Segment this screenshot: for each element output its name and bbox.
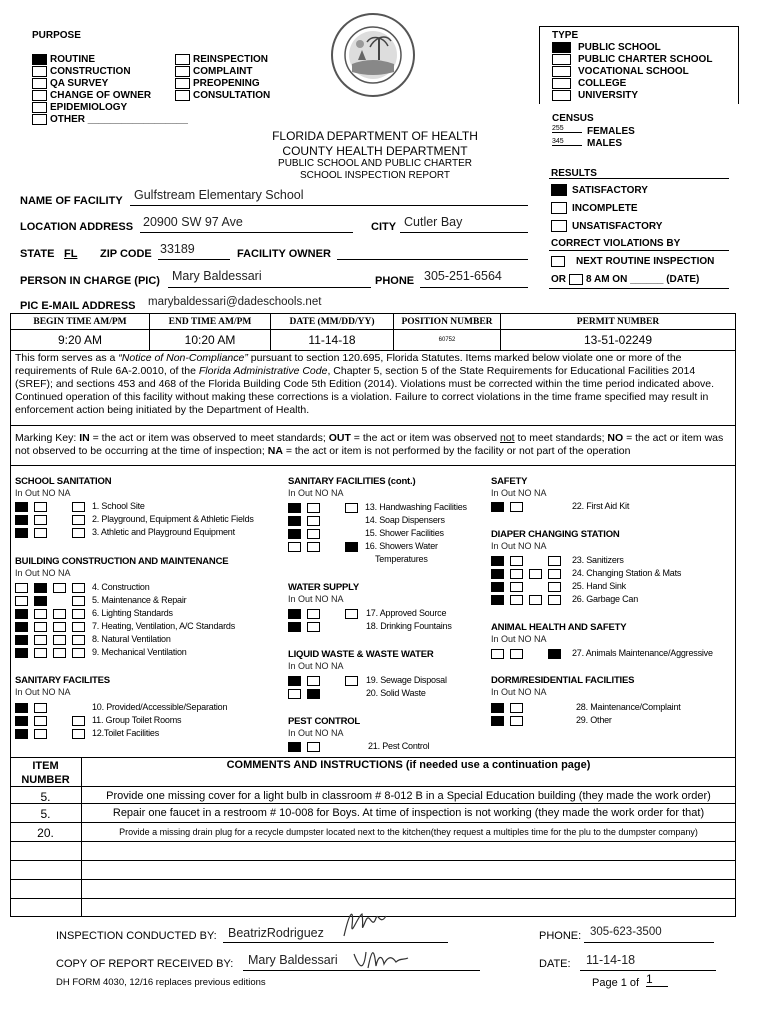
building-item-9-mark-0[interactable] — [15, 648, 28, 658]
water-item-17-marks — [288, 609, 358, 619]
sanitary-item-10-mark-1[interactable] — [34, 703, 47, 713]
building-item-6-label: 6. Lighting Standards — [92, 608, 173, 618]
next-routine-checkbox[interactable] — [551, 256, 565, 267]
diaper-item-25-marks — [491, 582, 561, 592]
recipient-signature-icon — [352, 946, 412, 972]
comment-item-number: 20. — [37, 826, 54, 840]
county-name: COUNTY HEALTH DEPARTMENT — [282, 144, 468, 158]
animal-item-27-mark-0[interactable] — [491, 649, 504, 659]
building-item-4-marks — [15, 583, 85, 593]
school-item-3-mark-1[interactable] — [34, 528, 47, 538]
dorm-item-28-label: 28. Maintenance/Complaint — [576, 702, 681, 712]
building-item-9-label: 9. Mechanical Ventilation — [92, 647, 187, 657]
sanitary-cont-item-14-label: 14. Soap Dispensers — [365, 515, 445, 525]
sanitary-cont-item-14-mark-1[interactable] — [307, 516, 320, 526]
building-item-9-mark-1[interactable] — [34, 648, 47, 658]
building-item-6-mark-1[interactable] — [34, 609, 47, 619]
liquid-legend: In Out NO NA — [288, 661, 344, 671]
pest-item-21-marks — [288, 742, 358, 752]
type-0-option[interactable]: PUBLIC SCHOOL — [552, 42, 661, 53]
diaper-item-24-mark-0[interactable] — [491, 569, 504, 579]
purpose-0-option[interactable]: ROUTINE — [32, 54, 95, 65]
building-item-8-mark-0[interactable] — [15, 635, 28, 645]
date-value[interactable]: 11-14-18 — [271, 330, 394, 351]
page-label: Page 1 of — [592, 977, 640, 989]
diaper-item-24-mark-2[interactable] — [529, 569, 542, 579]
comment-text: Provide one missing cover for a light bulb in classroom # 8-012 B in a Special Education building (they made the work order) — [106, 790, 711, 802]
safety-legend: In Out NO NA — [491, 488, 547, 498]
sanitary-cont-item-13-mark-1[interactable] — [307, 503, 320, 513]
liquid-item-19-mark-3[interactable] — [345, 676, 358, 686]
animal-item-27-label: 27. Animals Maintenance/Aggressive — [572, 648, 713, 658]
purpose-r3-checkbox[interactable] — [175, 90, 190, 101]
result-2-option[interactable]: UNSATISFACTORY — [551, 220, 662, 232]
page-total: 1 — [646, 972, 668, 987]
type-3-option[interactable]: COLLEGE — [552, 78, 626, 89]
comments-table — [10, 757, 736, 917]
school-item-3-label: 3. Athletic and Playground Equipment — [92, 527, 235, 537]
building-item-6-mark-3[interactable] — [72, 609, 85, 619]
purpose-0-checkbox[interactable] — [32, 54, 47, 65]
pest-legend: In Out NO NA — [288, 728, 344, 738]
school-sanitation-section-title: SCHOOL SANITATION — [15, 476, 112, 487]
school-sanitation-legend: In Out NO NA — [15, 488, 71, 498]
building-item-5-label: 5. Maintenance & Repair — [92, 595, 187, 605]
date-value-footer[interactable]: 11-14-18 — [586, 953, 636, 967]
building-item-7-mark-1[interactable] — [34, 622, 47, 632]
inspector-phone-value[interactable]: 305-623-3500 — [590, 926, 662, 938]
safety-item-22-label: 22. First Aid Kit — [572, 501, 630, 511]
water-legend: In Out NO NA — [288, 594, 344, 604]
water-item-17-mark-1[interactable] — [307, 609, 320, 619]
sanitary-cont-item-14-marks — [288, 516, 358, 526]
building-item-9-mark-3[interactable] — [72, 648, 85, 658]
sanitary-cont-section-title: SANITARY FACILITIES (cont.) — [288, 476, 416, 487]
school-item-3-mark-0[interactable] — [15, 528, 28, 538]
sanitary-item-11-mark-0[interactable] — [15, 716, 28, 726]
liquid-item-19-mark-1[interactable] — [307, 676, 320, 686]
census-females-label: FEMALES — [587, 126, 635, 137]
safety-section-title: SAFETY — [491, 476, 528, 487]
pest-item-21-label: 21. Pest Control — [368, 741, 430, 751]
building-item-7-mark-2[interactable] — [53, 622, 66, 632]
type-1-option[interactable]: PUBLIC CHARTER SCHOOL — [552, 54, 712, 65]
animal-item-27-mark-1[interactable] — [510, 649, 523, 659]
purpose-1-option[interactable]: CONSTRUCTION — [32, 66, 131, 77]
sanitary-cont-item-13-marks — [288, 503, 358, 513]
building-section-title: BUILDING CONSTRUCTION AND MAINTENANCE — [15, 556, 229, 567]
diaper-item-26-marks — [491, 595, 561, 605]
dorm-item-28-marks — [491, 703, 561, 713]
purpose-r2-option[interactable]: PREOPENING — [175, 78, 260, 89]
diaper-item-26-label: 26. Garbage Can — [572, 594, 639, 604]
begin-time-header: BEGIN TIME AM/PM — [11, 314, 150, 330]
liquid-item-20-mark-1[interactable] — [307, 689, 320, 699]
facility-owner-label: FACILITY OWNER — [237, 248, 331, 260]
sanitary-cont-item-16-label: 16. Showers Water — [365, 541, 438, 551]
safety-item-22-mark-0[interactable] — [491, 502, 504, 512]
result-0-checkbox[interactable] — [551, 184, 567, 196]
school-item-1-marks — [15, 502, 85, 512]
inspection-time-table — [10, 313, 736, 351]
pic-email-value[interactable]: marybaldessari@dadeschools.net — [148, 296, 322, 308]
item-number-header-1: ITEM — [32, 760, 59, 772]
building-item-8-mark-1[interactable] — [34, 635, 47, 645]
building-item-5-mark-3[interactable] — [72, 596, 85, 606]
sanitary-item-10-marks — [15, 703, 85, 713]
census-males-label: MALES — [587, 138, 622, 149]
sanitary-section-title: SANITARY FACILITES — [15, 675, 110, 686]
facility-name-label: NAME OF FACILITY — [20, 195, 123, 207]
sanitary-cont-item-16-mark-1[interactable] — [307, 542, 320, 552]
school-item-2-label: 2. Playground, Equipment & Athletic Fields — [92, 514, 254, 524]
permit-number-header: PERMIT NUMBER — [501, 314, 736, 330]
correct-by-label: CORRECT VIOLATIONS BY — [551, 238, 681, 249]
dorm-section-title: DORM/RESIDENTIAL FACILITIES — [491, 675, 635, 686]
date-label: DATE: — [539, 958, 571, 970]
sanitary-cont-item-13-mark-0[interactable] — [288, 503, 301, 513]
dorm-item-29-mark-0[interactable] — [491, 716, 504, 726]
school-item-3-mark-3[interactable] — [72, 528, 85, 538]
school-item-1-mark-3[interactable] — [72, 502, 85, 512]
dorm-item-29-label: 29. Other — [576, 715, 612, 725]
purpose-r1-checkbox[interactable] — [175, 66, 190, 77]
sanitary-item-12-mark-3[interactable] — [72, 729, 85, 739]
diaper-item-25-label: 25. Hand Sink — [572, 581, 626, 591]
purpose-title: PURPOSE — [32, 30, 81, 41]
diaper-item-24-mark-1[interactable] — [510, 569, 523, 579]
notice-paragraph: This form serves as a “Notice of Non-Compliance” pursuant to section 120.695, Florida Statutes. Items marked below violate one or more of the requirements of Rule 6A-2.0010, of the Florida Administrative Code, Chapter 5, section 5 of the State Requirements for Educational Facilities 2014 (SREF); and sections 453 and 468 of the Florida Building Code 5th Edition (2014). Violations must be corrected within the time period indicated above. Continued operation of this facility without making these corrections is a violation. Failure to correct violations in the time frame specified may result in enforcement action being initiated by the Department of Health. — [15, 352, 715, 416]
purpose-3-option[interactable]: CHANGE OF OWNER — [32, 90, 151, 101]
liquid-item-20-marks — [288, 689, 358, 699]
animal-item-27-marks — [491, 649, 561, 659]
diaper-item-23-label: 23. Sanitizers — [572, 555, 624, 565]
comment-item-number: 5. — [40, 807, 51, 821]
building-item-7-label: 7. Heating, Ventilation, A/C Standards — [92, 621, 235, 631]
type-4-checkbox[interactable] — [552, 90, 571, 101]
dorm-item-28-mark-0[interactable] — [491, 703, 504, 713]
comment-text: Provide a missing drain plug for a recycle dumpster located next to the kitchen(they request a multiples time for the plu to the dumpster company) — [119, 827, 698, 837]
purpose-r0-checkbox[interactable] — [175, 54, 190, 65]
school-item-3-marks — [15, 528, 85, 538]
animal-section-title: ANIMAL HEALTH AND SAFETY — [491, 622, 627, 633]
purpose-3-checkbox[interactable] — [32, 90, 47, 101]
sanitary-item-12-mark-1[interactable] — [34, 729, 47, 739]
building-item-8-mark-2[interactable] — [53, 635, 66, 645]
inspector-name[interactable]: BeatrizRodriguez — [228, 926, 324, 940]
diaper-item-23-marks — [491, 556, 561, 566]
type-2-checkbox[interactable] — [552, 66, 571, 77]
sanitary-cont-item-13-mark-3[interactable] — [345, 503, 358, 513]
type-0-checkbox[interactable] — [552, 42, 571, 53]
comment-text: Repair one faucet in a restroom # 10-008 for Boys. At time of inspection is not working (they made the work order for that) — [112, 807, 705, 819]
purpose-5-option[interactable]: OTHER __________________ — [32, 114, 188, 125]
marking-key: Marking Key: IN = the act or item was observed to meet standards; OUT = the act or item was observed not to meet standards; NO = the act or item was not observed to be occurring at the time of inspection; NA = the act or item is not performed by the facility or not part of the operation — [15, 432, 724, 457]
school-item-2-mark-1[interactable] — [34, 515, 47, 525]
sanitary-legend: In Out NO NA — [15, 687, 71, 697]
building-item-5-mark-0[interactable] — [15, 596, 28, 606]
sanitary-cont-item-16-mark-0[interactable] — [288, 542, 301, 552]
safety-item-22-marks — [491, 502, 561, 512]
result-0-option[interactable]: SATISFACTORY — [551, 184, 648, 196]
building-legend: In Out NO NA — [15, 568, 71, 578]
animal-item-27-mark-3[interactable] — [548, 649, 561, 659]
diaper-item-23-mark-1[interactable] — [510, 556, 523, 566]
building-item-6-mark-2[interactable] — [53, 609, 66, 619]
building-item-4-mark-1[interactable] — [34, 583, 47, 593]
building-item-4-mark-2[interactable] — [53, 583, 66, 593]
purpose-r1-option[interactable]: COMPLAINT — [175, 66, 252, 77]
received-by-name[interactable]: Mary Baldessari — [248, 953, 338, 967]
building-item-4-mark-3[interactable] — [72, 583, 85, 593]
deadline-checkbox[interactable] — [569, 274, 583, 285]
sanitary-cont-item-16-cont: Temperatures — [375, 554, 428, 564]
type-4-option[interactable]: UNIVERSITY — [552, 90, 638, 101]
water-item-17-label: 17. Approved Source — [366, 608, 447, 618]
begin-time-value[interactable]: 9:20 AM — [11, 330, 150, 351]
diaper-item-26-mark-1[interactable] — [510, 595, 523, 605]
sanitary-item-12-label: 12.Toilet Facilities — [92, 728, 160, 738]
sanitary-cont-item-15-label: 15. Shower Facilities — [365, 528, 444, 538]
school-item-2-mark-3[interactable] — [72, 515, 85, 525]
building-item-6-marks — [15, 609, 85, 619]
result-1-checkbox[interactable] — [551, 202, 567, 214]
position-number-value[interactable]: 60752 — [394, 330, 501, 351]
diaper-item-24-label: 24. Changing Station & Mats — [572, 568, 682, 578]
dorm-item-28-mark-1[interactable] — [510, 703, 523, 713]
school-item-1-label: 1. School Site — [92, 501, 145, 511]
inspector-label: INSPECTION CONDUCTED BY: — [56, 930, 217, 942]
city-label: CITY — [371, 221, 397, 233]
diaper-item-24-marks — [491, 569, 561, 579]
deadline-option[interactable]: OR 8 AM ON ______ (DATE) — [551, 274, 700, 285]
pest-section-title: PEST CONTROL — [288, 716, 361, 727]
dorm-item-29-marks — [491, 716, 561, 726]
sanitary-item-11-label: 11. Group Toilet Rooms — [92, 715, 182, 725]
sanitary-cont-item-13-label: 13. Handwashing Facilities — [365, 502, 467, 512]
type-2-option[interactable]: VOCATIONAL SCHOOL — [552, 66, 689, 77]
type-title: TYPE — [552, 30, 579, 41]
water-section-title: WATER SUPPLY — [288, 582, 359, 593]
census-females-value: 255 — [552, 125, 582, 133]
diaper-item-25-mark-0[interactable] — [491, 582, 504, 592]
zip-code-label: ZIP CODE — [100, 248, 152, 260]
school-item-1-mark-0[interactable] — [15, 502, 28, 512]
comment-item-number: 5. — [40, 790, 51, 804]
date-header: DATE (MM/DD/YY) — [271, 314, 394, 330]
sanitary-item-11-mark-3[interactable] — [72, 716, 85, 726]
report-subtitle-1: PUBLIC SCHOOL AND PUBLIC CHARTER — [278, 158, 472, 169]
building-item-8-mark-3[interactable] — [72, 635, 85, 645]
facility-name-value[interactable]: Gulfstream Elementary School — [134, 188, 304, 202]
building-item-7-mark-0[interactable] — [15, 622, 28, 632]
purpose-2-checkbox[interactable] — [32, 78, 47, 89]
diaper-legend: In Out NO NA — [491, 541, 547, 551]
sanitary-item-11-mark-1[interactable] — [34, 716, 47, 726]
end-time-header: END TIME AM/PM — [150, 314, 271, 330]
pic-value[interactable]: Mary Baldessari — [172, 269, 262, 283]
comments-header: COMMENTS AND INSTRUCTIONS (if needed use a continuation page) — [226, 759, 591, 771]
pest-item-21-mark-1[interactable] — [307, 742, 320, 752]
water-item-18-label: 18. Drinking Fountains — [366, 621, 452, 631]
inspector-signature-icon — [340, 906, 390, 942]
sanitary-cont-item-16-marks — [288, 542, 358, 552]
permit-number-value[interactable]: 13-51-02249 — [501, 330, 736, 351]
building-item-6-mark-0[interactable] — [15, 609, 28, 619]
building-item-7-mark-3[interactable] — [72, 622, 85, 632]
building-item-5-marks — [15, 596, 85, 606]
building-item-8-label: 8. Natural Ventilation — [92, 634, 171, 644]
sanitary-item-12-mark-0[interactable] — [15, 729, 28, 739]
position-number-header: POSITION NUMBER — [394, 314, 501, 330]
sanitary-cont-legend: In Out NO NA — [288, 488, 344, 498]
census-title: CENSUS — [552, 113, 594, 124]
purpose-4-option[interactable]: EPIDEMIOLOGY — [32, 102, 127, 113]
diaper-section-title: DIAPER CHANGING STATION — [491, 529, 620, 540]
result-2-checkbox[interactable] — [551, 220, 567, 232]
purpose-4-checkbox[interactable] — [32, 102, 47, 113]
liquid-item-20-label: 20. Solid Waste — [366, 688, 426, 698]
pest-item-21-mark-0[interactable] — [288, 742, 301, 752]
inspector-phone-label: PHONE: — [539, 930, 582, 942]
sanitary-cont-item-15-marks — [288, 529, 358, 539]
end-time-value[interactable]: 10:20 AM — [150, 330, 271, 351]
building-item-5-mark-1[interactable] — [34, 596, 47, 606]
purpose-r0-option[interactable]: REINSPECTION — [175, 54, 268, 65]
item-number-header-2: NUMBER — [21, 774, 70, 786]
liquid-item-20-mark-0[interactable] — [288, 689, 301, 699]
sanitary-cont-item-15-mark-1[interactable] — [307, 529, 320, 539]
agency-name: FLORIDA DEPARTMENT OF HEALTH — [272, 129, 478, 143]
purpose-1-checkbox[interactable] — [32, 66, 47, 77]
diaper-item-26-mark-2[interactable] — [529, 595, 542, 605]
building-item-7-marks — [15, 622, 85, 632]
liquid-item-19-label: 19. Sewage Disposal — [366, 675, 447, 685]
water-item-18-marks — [288, 622, 358, 632]
sanitary-item-10-label: 10. Provided/Accessible/Separation — [92, 702, 228, 712]
pic-label: PERSON IN CHARGE (PIC) — [20, 275, 160, 287]
sanitary-item-11-marks — [15, 716, 85, 726]
liquid-section-title: LIQUID WASTE & WASTE WATER — [288, 649, 434, 660]
sanitary-item-12-marks — [15, 729, 85, 739]
building-item-4-label: 4. Construction — [92, 582, 150, 592]
building-item-8-marks — [15, 635, 85, 645]
pic-email-label: PIC E-MAIL ADDRESS — [20, 300, 136, 312]
diaper-item-24-mark-3[interactable] — [548, 569, 561, 579]
state-label: STATE — [20, 248, 55, 260]
sanitary-cont-item-14-mark-0[interactable] — [288, 516, 301, 526]
report-subtitle-2: SCHOOL INSPECTION REPORT — [299, 170, 451, 181]
census-males-value: 345 — [552, 138, 582, 146]
type-3-checkbox[interactable] — [552, 78, 571, 89]
dorm-legend: In Out NO NA — [491, 687, 547, 697]
school-item-1-mark-1[interactable] — [34, 502, 47, 512]
state-value[interactable]: FL — [64, 248, 78, 260]
school-item-2-mark-0[interactable] — [15, 515, 28, 525]
liquid-item-19-mark-0[interactable] — [288, 676, 301, 686]
diaper-item-25-mark-3[interactable] — [548, 582, 561, 592]
liquid-item-19-marks — [288, 676, 358, 686]
location-address-label: LOCATION ADDRESS — [20, 221, 134, 233]
phone-value[interactable]: 305-251-6564 — [424, 269, 502, 283]
purpose-5-checkbox[interactable] — [32, 114, 47, 125]
water-item-18-mark-1[interactable] — [307, 622, 320, 632]
water-item-17-mark-0[interactable] — [288, 609, 301, 619]
location-address-value[interactable]: 20900 SW 97 Ave — [143, 215, 243, 229]
diaper-item-23-mark-0[interactable] — [491, 556, 504, 566]
school-item-2-marks — [15, 515, 85, 525]
purpose-r2-checkbox[interactable] — [175, 78, 190, 89]
form-id: DH FORM 4030, 12/16 replaces previous editions — [56, 977, 266, 988]
animal-legend: In Out NO NA — [491, 634, 547, 644]
dorm-item-29-mark-1[interactable] — [510, 716, 523, 726]
florida-seal-icon — [330, 12, 416, 98]
type-1-checkbox[interactable] — [552, 54, 571, 65]
sanitary-cont-item-16-mark-3[interactable] — [345, 542, 358, 552]
water-item-17-mark-3[interactable] — [345, 609, 358, 619]
diaper-item-26-mark-3[interactable] — [548, 595, 561, 605]
diaper-item-26-mark-0[interactable] — [491, 595, 504, 605]
sanitary-item-10-mark-0[interactable] — [15, 703, 28, 713]
safety-item-22-mark-1[interactable] — [510, 502, 523, 512]
results-title: RESULTS — [551, 168, 597, 179]
result-1-option[interactable]: INCOMPLETE — [551, 202, 638, 214]
diaper-item-25-mark-1[interactable] — [510, 582, 523, 592]
sanitary-cont-item-15-mark-0[interactable] — [288, 529, 301, 539]
purpose-2-option[interactable]: QA SURVEY — [32, 78, 108, 89]
building-item-9-marks — [15, 648, 85, 658]
diaper-item-23-mark-3[interactable] — [548, 556, 561, 566]
phone-label: PHONE — [375, 275, 415, 287]
water-item-18-mark-0[interactable] — [288, 622, 301, 632]
city-value[interactable]: Cutler Bay — [404, 215, 463, 229]
zip-code-value[interactable]: 33189 — [160, 242, 195, 256]
received-by-label: COPY OF REPORT RECEIVED BY: — [56, 958, 234, 970]
next-routine-option[interactable]: NEXT ROUTINE INSPECTION — [551, 256, 714, 267]
building-item-9-mark-2[interactable] — [53, 648, 66, 658]
purpose-r3-option[interactable]: CONSULTATION — [175, 90, 270, 101]
building-item-4-mark-0[interactable] — [15, 583, 28, 593]
